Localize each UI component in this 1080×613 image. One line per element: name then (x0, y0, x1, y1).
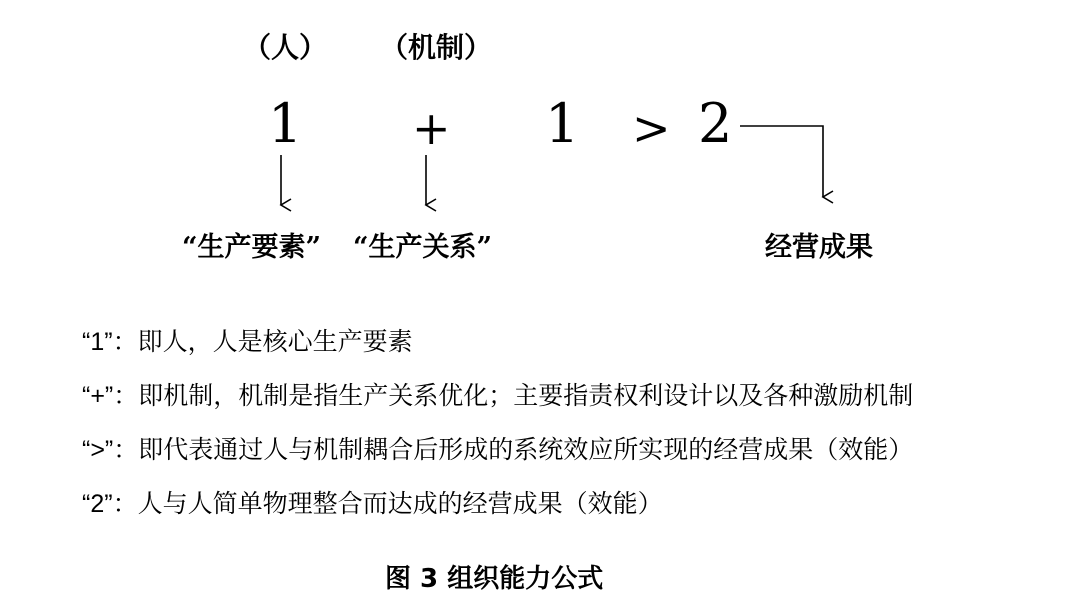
explanation-symbol: “1” (82, 328, 113, 356)
explanation-text: ：人与人简单物理整合而达成的经营成果（效能） (112, 489, 663, 518)
formula-plus-operator: + (412, 101, 451, 155)
explanation-line (82, 322, 413, 358)
explanation-text: ：即机制，机制是指生产关系优化；主要指责权利设计以及各种激励机制 (113, 381, 914, 410)
explanation-text: ：即人，人是核心生产要素 (112, 327, 413, 356)
figure-caption: 图 3 组织能力公式 (385, 564, 604, 594)
label-person: （人） (243, 31, 328, 64)
concept-production-factor: “生产要素” (182, 232, 322, 263)
explanation-symbol: “>” (82, 436, 114, 464)
explanation-symbol: “2” (82, 490, 113, 518)
formula-term-person: 1 (268, 92, 303, 155)
explanation-line (82, 484, 663, 520)
explanation-symbol: “+” (82, 382, 114, 410)
arrow-result-to-outcome (740, 126, 823, 197)
explanation-line (82, 376, 913, 412)
formula-term-result: 2 (698, 92, 733, 155)
concept-production-relation: “生产关系” (353, 232, 493, 263)
explanation-line (82, 430, 913, 466)
label-mechanism: （机制） (380, 31, 493, 64)
formula-term-mechanism: 1 (545, 92, 580, 155)
explanation-text: ：即代表通过人与机制耦合后形成的系统效应所实现的经营成果（效能） (113, 435, 914, 464)
concept-business-result: 经营成果 (765, 232, 873, 263)
formula-greater-operator: > (632, 101, 671, 155)
